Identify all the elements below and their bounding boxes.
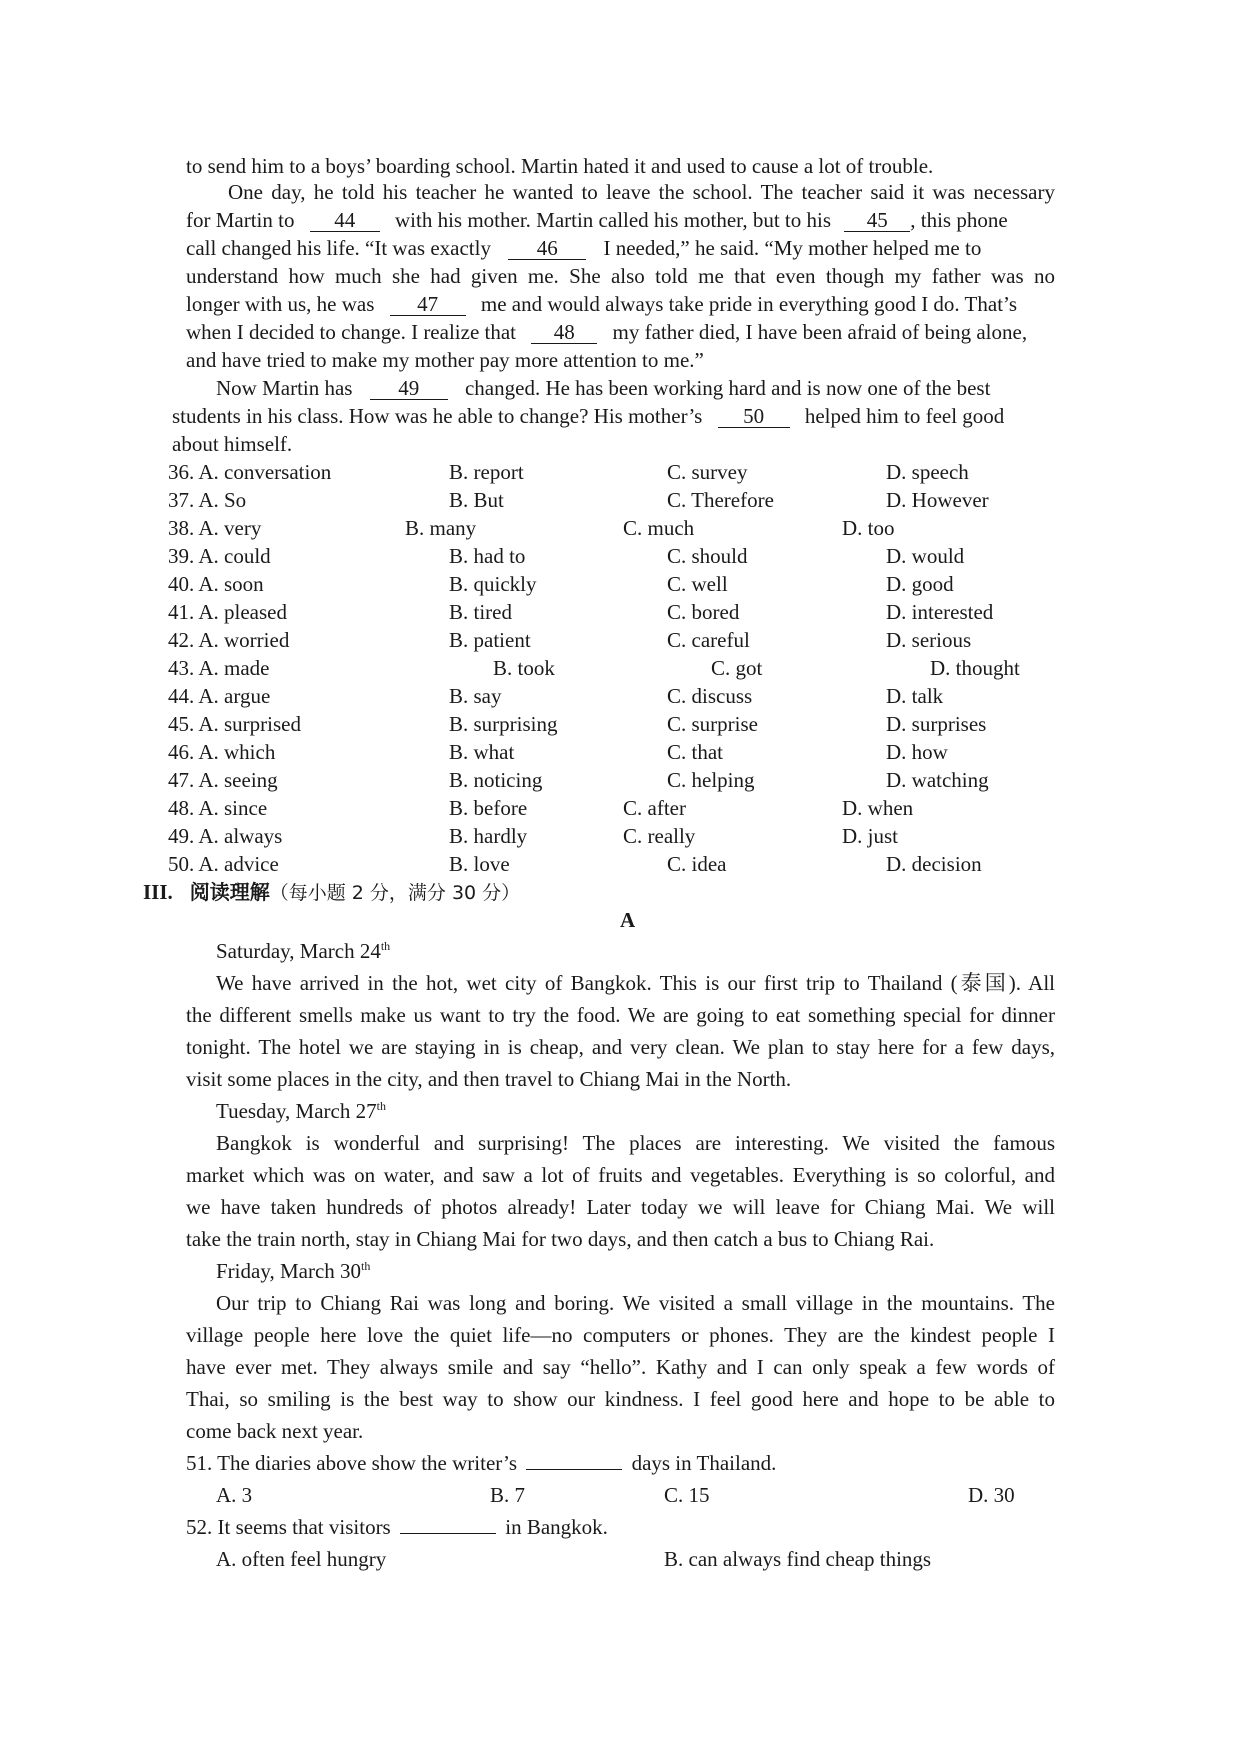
diary-3-line-4: Thai, so smiling is the best way to show our kindness. I feel good here and hope to be able to <box>186 1387 1055 1411</box>
blank-44: 44 <box>310 209 380 232</box>
part-label: A <box>620 908 636 932</box>
option-row-46-c: C. that <box>667 740 723 764</box>
option-row-36-b: B. report <box>449 460 524 484</box>
option-row-47-b: B. noticing <box>449 768 543 792</box>
option-row-42-a: 42. A. worried <box>168 628 290 652</box>
blank-45: 45 <box>844 209 910 232</box>
cloze-line-8 <box>216 374 990 402</box>
option-row-44-c: C. discuss <box>667 684 753 708</box>
option-row-48-a: 48. A. since <box>168 796 268 820</box>
cloze-line-2 <box>186 206 1008 234</box>
diary-2-line-1: Bangkok is wonderful and surprising! The places are interesting. We visited the famous <box>216 1131 1055 1155</box>
cloze-line-1: One day, he told his teacher he wanted to leave the school. The teacher said it was necessary <box>228 180 1055 204</box>
option-row-37-c: C. Therefore <box>667 488 774 512</box>
answer-blank <box>400 1533 496 1534</box>
q51-option-c: C. 15 <box>664 1483 710 1507</box>
option-row-36-c: C. survey <box>667 460 748 484</box>
option-row-40-c: C. well <box>667 572 728 596</box>
date-suffix: th <box>361 1259 371 1273</box>
option-row-47-c: C. helping <box>667 768 755 792</box>
option-row-42-d: D. serious <box>886 628 972 652</box>
option-row-47-a: 47. A. seeing <box>168 768 278 792</box>
text-fragment: , this phone <box>910 208 1008 232</box>
question-text: 52. It seems that visitors <box>186 1515 391 1539</box>
diary-3-line-2: village people here love the quiet life—no computers or phones. They are the kindest people I <box>186 1323 1055 1347</box>
option-row-45-a: 45. A. surprised <box>168 712 301 736</box>
diary-3-line-1: Our trip to Chiang Rai was long and boring. We visited a small village in the mountains. The <box>216 1291 1055 1315</box>
section-title: 阅读理解 <box>189 880 270 904</box>
option-row-36-a: 36. A. conversation <box>168 460 332 484</box>
option-row-44-a: 44. A. argue <box>168 684 271 708</box>
q51-option-d: D. 30 <box>968 1483 1015 1507</box>
date-text: Saturday, March 24 <box>216 939 381 963</box>
option-row-37-a: 37. A. So <box>168 488 247 512</box>
option-row-39-b: B. had to <box>449 544 526 568</box>
option-row-49-d: D. just <box>842 824 899 848</box>
option-row-50-d: D. decision <box>886 852 982 876</box>
answer-blank <box>526 1469 622 1470</box>
question-51 <box>186 1449 776 1477</box>
option-row-43-c: C. got <box>711 656 763 680</box>
text-fragment: helped him to feel good <box>804 404 1005 428</box>
option-row-38-c: C. much <box>623 516 695 540</box>
date-text: Friday, March 30 <box>216 1259 362 1283</box>
cloze-line-5 <box>186 290 1017 318</box>
option-row-45-b: B. surprising <box>449 712 558 736</box>
diary-2-line-3: we have taken hundreds of photos already! Later today we will leave for Chiang Mai. We will <box>186 1195 1055 1219</box>
q51-option-a: A. 3 <box>216 1483 253 1507</box>
section-heading <box>143 878 520 907</box>
text-fragment: call changed his life. “It was exactly <box>186 236 491 260</box>
question-52 <box>186 1513 608 1541</box>
text-fragment: I needed,” he said. “My mother helped me to <box>603 236 982 260</box>
option-row-40-b: B. quickly <box>449 572 537 596</box>
option-row-38-d: D. too <box>842 516 895 540</box>
option-row-50-a: 50. A. advice <box>168 852 279 876</box>
blank-50: 50 <box>718 405 790 428</box>
text-fragment: when I decided to change. I realize that <box>186 320 517 344</box>
q51-option-b: B. 7 <box>490 1483 526 1507</box>
question-text: 51. The diaries above show the writer’s <box>186 1451 518 1475</box>
option-row-43-a: 43. A. made <box>168 656 270 680</box>
diary-2-line-4: take the train north, stay in Chiang Mai for two days, and then catch a bus to Chiang Rai. <box>186 1227 935 1251</box>
option-row-36-d: D. speech <box>886 460 969 484</box>
text-fragment: me and would always take pride in everything good I do. That’s <box>480 292 1018 316</box>
blank-48: 48 <box>531 321 597 344</box>
diary-date-2 <box>216 1097 386 1125</box>
blank-47: 47 <box>390 293 466 316</box>
option-row-47-d: D. watching <box>886 768 989 792</box>
cloze-line-9 <box>172 402 1004 430</box>
option-row-41-d: D. interested <box>886 600 994 624</box>
date-suffix: th <box>376 1099 386 1113</box>
option-row-41-c: C. bored <box>667 600 740 624</box>
option-row-37-b: B. But <box>449 488 504 512</box>
option-row-42-b: B. patient <box>449 628 531 652</box>
diary-3-line-3: have ever met. They always smile and say “hello”. Kathy and I can only speak a few words of <box>186 1355 1055 1379</box>
text-fragment: with his mother. Martin called his mother, but to his <box>394 208 832 232</box>
text-fragment: changed. He has been working hard and is now one of the best <box>464 376 991 400</box>
text-fragment: Now Martin has <box>216 376 353 400</box>
option-row-49-c: C. really <box>623 824 696 848</box>
option-row-44-d: D. talk <box>886 684 944 708</box>
option-row-48-b: B. before <box>449 796 528 820</box>
option-row-41-b: B. tired <box>449 600 512 624</box>
question-text: days in Thailand. <box>631 1451 777 1475</box>
option-row-43-b: B. took <box>493 656 555 680</box>
diary-1-line-3: tonight. The hotel we are staying in is cheap, and very clean. We plan to stay here for a few days, <box>186 1035 1055 1059</box>
blank-49: 49 <box>370 377 448 400</box>
option-row-45-c: C. surprise <box>667 712 758 736</box>
diary-date-1 <box>216 937 390 965</box>
option-row-43-d: D. thought <box>930 656 1020 680</box>
question-text: in Bangkok. <box>505 1515 608 1539</box>
option-row-46-d: D. how <box>886 740 948 764</box>
option-row-40-a: 40. A. soon <box>168 572 264 596</box>
cloze-line-7: and have tried to make my mother pay more attention to me.” <box>186 348 704 372</box>
cloze-line-6 <box>186 318 1027 346</box>
cloze-line-0: to send him to a boys’ boarding school. Martin hated it and used to cause a lot of trouble. <box>186 154 934 178</box>
option-row-39-a: 39. A. could <box>168 544 271 568</box>
option-row-46-b: B. what <box>449 740 515 764</box>
option-row-49-a: 49. A. always <box>168 824 283 848</box>
option-row-50-c: C. idea <box>667 852 727 876</box>
blank-46: 46 <box>508 237 586 260</box>
diary-1-line-2: the different smells make us want to try the food. We are going to eat something special for dinner <box>186 1003 1055 1027</box>
option-row-39-d: D. would <box>886 544 965 568</box>
date-text: Tuesday, March 27 <box>216 1099 377 1123</box>
option-row-42-c: C. careful <box>667 628 750 652</box>
text-fragment: longer with us, he was <box>186 292 375 316</box>
option-row-46-a: 46. A. which <box>168 740 276 764</box>
option-row-39-c: C. should <box>667 544 748 568</box>
diary-date-3 <box>216 1257 370 1285</box>
option-row-48-d: D. when <box>842 796 914 820</box>
text-fragment: my father died, I have been afraid of being alone, <box>612 320 1028 344</box>
option-row-50-b: B. love <box>449 852 510 876</box>
q52-option-b: B. can always find cheap things <box>664 1547 932 1571</box>
cloze-line-3 <box>186 234 981 262</box>
cloze-line-4: understand how much she had given me. She also told me that even though my father was no <box>186 264 1055 288</box>
text-fragment: for Martin to <box>186 208 295 232</box>
option-row-41-a: 41. A. pleased <box>168 600 287 624</box>
option-row-44-b: B. say <box>449 684 502 708</box>
option-row-45-d: D. surprises <box>886 712 987 736</box>
diary-1-line-4: visit some places in the city, and then travel to Chiang Mai in the North. <box>186 1067 792 1091</box>
text-fragment: students in his class. How was he able to change? His mother’s <box>172 404 703 428</box>
option-row-38-b: B. many <box>405 516 477 540</box>
cloze-line-10: about himself. <box>172 432 293 456</box>
option-row-49-b: B. hardly <box>449 824 528 848</box>
option-row-38-a: 38. A. very <box>168 516 262 540</box>
section-number: III. <box>143 880 173 904</box>
diary-3-line-5: come back next year. <box>186 1419 364 1443</box>
option-row-40-d: D. good <box>886 572 954 596</box>
date-suffix: th <box>380 939 391 953</box>
section-subtitle: （每小题 2 分，满分 30 分） <box>269 882 521 904</box>
option-row-48-c: C. after <box>623 796 686 820</box>
diary-1-line-1: We have arrived in the hot, wet city of Bangkok. This is our first trip to Thailand (泰国). All <box>216 971 1055 995</box>
diary-2-line-2: market which was on water, and saw a lot of fruits and vegetables. Everything is so colorful, and <box>186 1163 1055 1187</box>
q52-option-a: A. often feel hungry <box>216 1547 387 1571</box>
option-row-37-d: D. However <box>886 488 989 512</box>
